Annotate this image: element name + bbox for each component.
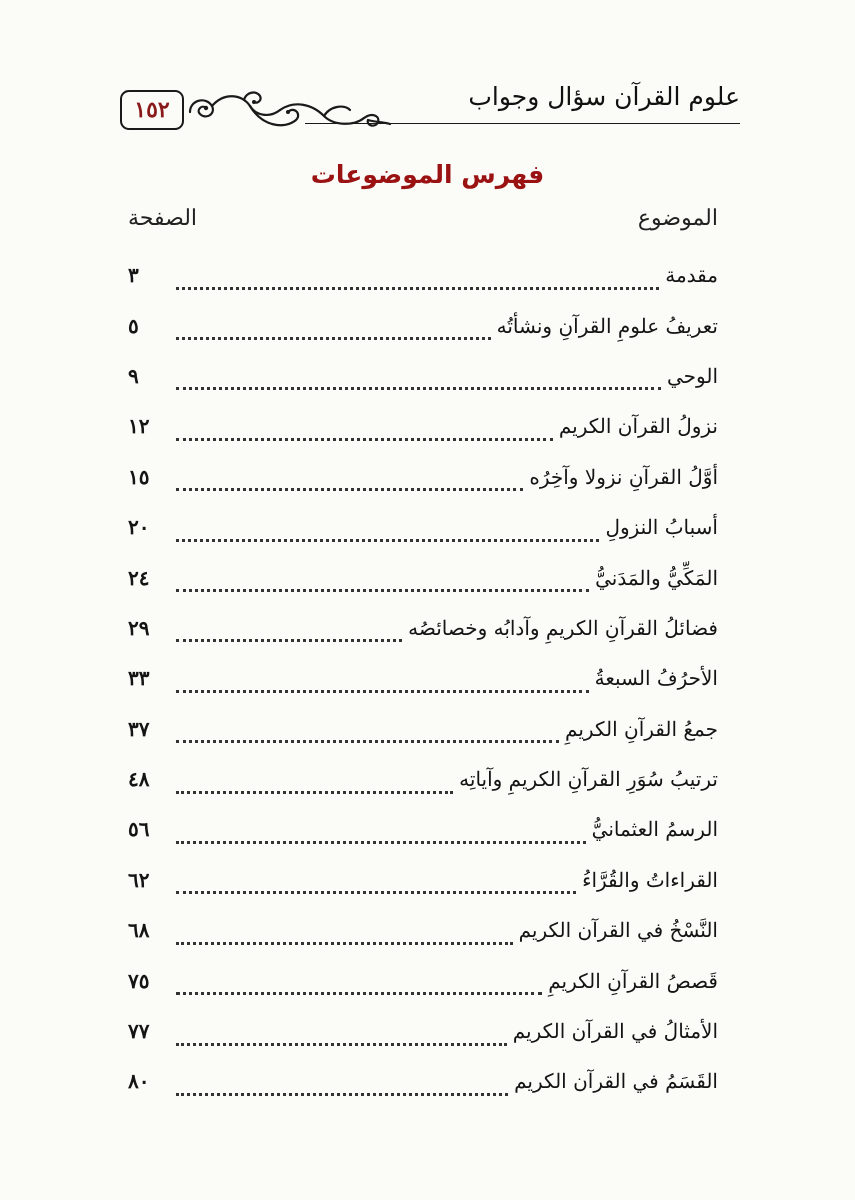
toc-entry-page: ٣ xyxy=(128,263,139,288)
toc-entry-label: القَسَمُ في القرآن الكريم xyxy=(514,1069,718,1094)
toc-entry-label: قَصصُ القرآنِ الكريمِ xyxy=(548,968,718,993)
page-number-box xyxy=(120,90,184,130)
column-headings xyxy=(128,206,718,246)
toc-dot-leader xyxy=(176,668,589,693)
toc-entry-page: ٧٥ xyxy=(128,968,150,993)
toc-entry-label: أوَّلُ القرآنِ نزولا وآخِرُه xyxy=(529,464,718,489)
toc-entry xyxy=(128,955,718,1005)
column-heading-page: الصفحة xyxy=(128,206,198,231)
toc-entry-page: ٣٣ xyxy=(128,666,150,691)
toc-entry xyxy=(128,300,718,350)
toc-entry-label: نزولُ القرآن الكريم xyxy=(558,414,718,439)
toc-entry xyxy=(128,804,718,854)
toc-entry-label: أسبابُ النزولِ xyxy=(605,515,718,540)
toc-dot-leader xyxy=(176,617,402,642)
toc-dot-leader xyxy=(176,819,586,844)
toc-entry-page: ٥٦ xyxy=(128,817,150,842)
toc-dot-leader xyxy=(176,1021,507,1046)
toc-dot-leader xyxy=(176,567,589,592)
toc-dot-leader xyxy=(176,265,659,290)
toc-title: فهرس الموضوعات xyxy=(310,160,545,189)
toc-dot-leader xyxy=(176,1071,508,1096)
toc-entry xyxy=(128,1006,718,1056)
toc-entry-page: ١٥ xyxy=(128,464,150,489)
toc-entry xyxy=(128,855,718,905)
toc-entry-page: ١٢ xyxy=(128,414,150,439)
toc-list xyxy=(128,250,718,1107)
toc-entry xyxy=(128,351,718,401)
toc-entry-label: الأحرُفُ السبعةُ xyxy=(594,666,718,691)
toc-dot-leader xyxy=(176,365,661,390)
toc-entry xyxy=(128,905,718,955)
toc-entry-page: ٥ xyxy=(128,313,139,338)
toc-entry-page: ٧٧ xyxy=(128,1019,150,1044)
toc-dot-leader xyxy=(176,869,576,894)
toc-dot-leader xyxy=(176,970,542,995)
toc-entry-page: ٢٠ xyxy=(128,515,150,540)
toc-entry-label: الوحي xyxy=(666,363,718,388)
toc-dot-leader xyxy=(176,315,491,340)
toc-dot-leader xyxy=(176,920,513,945)
toc-entry-label: تعريفُ علومِ القرآنِ ونشأتُه xyxy=(496,313,718,338)
toc-entry-page: ٤٨ xyxy=(128,767,150,792)
toc-entry-label: الرسمُ العثمانيُّ xyxy=(591,817,718,842)
toc-entry xyxy=(128,452,718,502)
toc-entry-label: المَكِّيُّ والمَدَنيُّ xyxy=(595,565,718,590)
toc-entry-label: فضائلُ القرآنِ الكريمِ وآدابُه وخصائصُه xyxy=(408,615,718,640)
toc-entry xyxy=(128,653,718,703)
running-title: علوم القرآن سؤال وجواب xyxy=(468,82,740,111)
toc-entry xyxy=(128,250,718,300)
toc-entry-label: القراءاتُ والقُرَّاءُ xyxy=(582,867,718,892)
toc-entry-page: ٦٢ xyxy=(128,867,150,892)
toc-entry-label: جمعُ القرآنِ الكريمِ xyxy=(565,716,718,741)
toc-entry-page: ٩ xyxy=(128,363,139,388)
toc-entry-label: ترتيبُ سُوَرِ القرآنِ الكريمِ وآياتِه xyxy=(459,767,718,792)
toc-entry-label: الأمثالُ في القرآن الكريم xyxy=(512,1019,718,1044)
toc-entry-page: ٣٧ xyxy=(128,716,150,741)
toc-entry xyxy=(128,401,718,451)
toc-entry xyxy=(128,552,718,602)
toc-entry-page: ٢٤ xyxy=(128,565,150,590)
toc-entry-label: النَّسْخُ في القرآن الكريم xyxy=(518,918,718,943)
ornament-flourish-icon xyxy=(184,86,394,136)
page-header xyxy=(120,78,740,140)
toc-dot-leader xyxy=(176,416,553,441)
toc-entry-page: ٨٠ xyxy=(128,1069,150,1094)
toc-dot-leader xyxy=(176,466,523,491)
toc-entry-label: مقدمة xyxy=(665,263,718,288)
column-heading-topic: الموضوع xyxy=(637,206,718,231)
toc-entry-page: ٦٨ xyxy=(128,918,150,943)
toc-dot-leader xyxy=(176,517,599,542)
toc-entry xyxy=(128,502,718,552)
toc-dot-leader xyxy=(176,718,559,743)
toc-entry xyxy=(128,1056,718,1106)
toc-entry xyxy=(128,754,718,804)
toc-entry xyxy=(128,704,718,754)
toc-entry-page: ٢٩ xyxy=(128,615,150,640)
page-number: ١٥٢ xyxy=(134,97,170,123)
toc-dot-leader xyxy=(176,769,453,794)
toc-entry xyxy=(128,603,718,653)
